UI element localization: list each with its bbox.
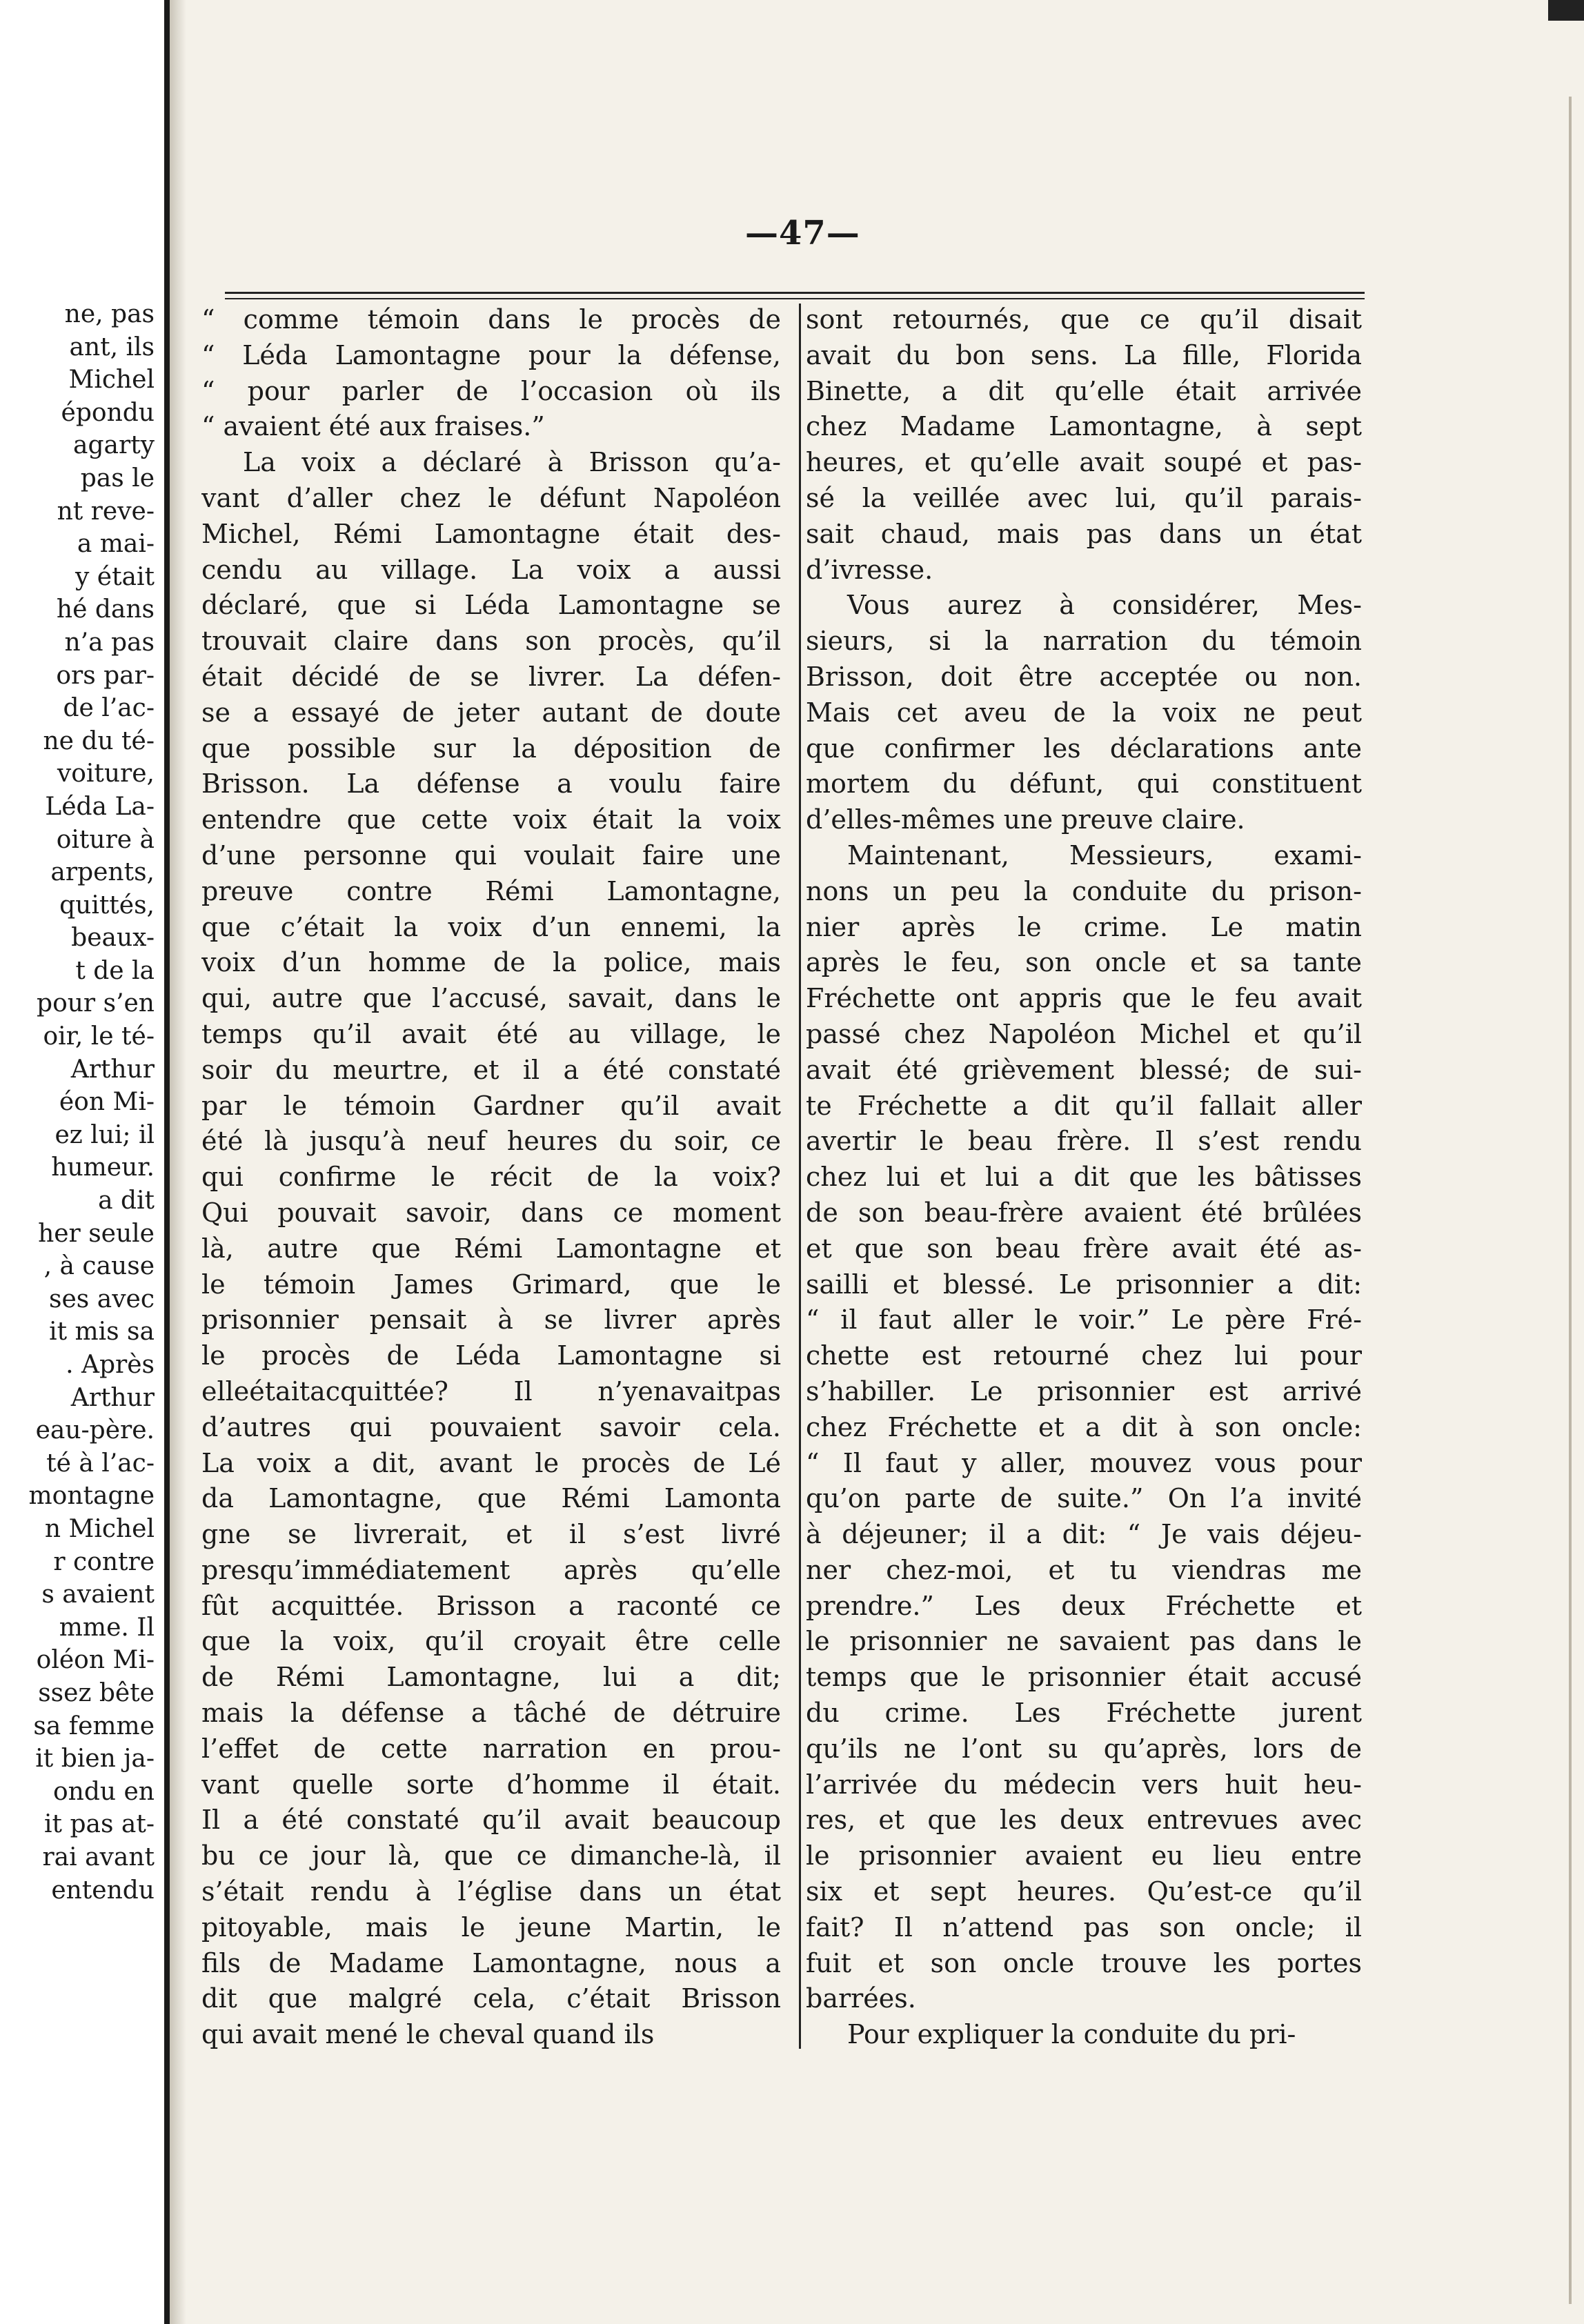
gutter-shadow — [170, 0, 186, 2324]
text-line: que la voix, qu’il croyait être celle — [201, 1626, 781, 1657]
text-line: Il a été constaté qu’il avait beaucoup — [201, 1805, 781, 1836]
previous-page-line: rai avant — [42, 1843, 155, 1871]
previous-page-line: eau-père. — [35, 1416, 155, 1445]
text-line: le procès de Léda Lamontagne si — [201, 1340, 781, 1371]
text-line: le prisonnier avaient eu lieu entre — [806, 1840, 1362, 1871]
previous-page-line: ondu en — [52, 1777, 155, 1806]
text-line: là, autre que Rémi Lamontagne et — [201, 1233, 781, 1264]
right-text-column — [806, 302, 1362, 2053]
previous-page-line: a dit — [98, 1186, 155, 1215]
previous-page-line: ne, pas — [64, 300, 155, 328]
text-line: l’arrivée du médecin vers huit heu- — [806, 1769, 1362, 1800]
text-line: d’ivresse. — [806, 554, 933, 585]
previous-page-line: voiture, — [57, 759, 155, 788]
previous-page-line: a mai- — [77, 530, 155, 559]
text-line: barrées. — [806, 1983, 916, 2014]
text-line: Brisson, doit être acceptée ou non. — [806, 661, 1362, 692]
previous-page-line: Arthur — [70, 1383, 155, 1412]
previous-page-line: éon Mi- — [59, 1088, 155, 1117]
text-line: chez Madame Lamontagne, à sept — [806, 411, 1362, 442]
column-divider — [799, 304, 801, 2049]
text-line: d’autres qui pouvaient savoir cela. — [201, 1411, 781, 1442]
text-line: s’était rendu à l’église dans un état — [201, 1876, 781, 1907]
text-line: déclaré, que si Léda Lamontagne se — [201, 590, 781, 621]
header-rule-thin — [225, 298, 1365, 299]
text-line: sait chaud, mais pas dans un état — [806, 518, 1362, 549]
text-line: d’elles-mêmes une preuve claire. — [806, 804, 1245, 835]
text-line: ner chez-moi, et tu viendras me — [806, 1554, 1362, 1585]
text-line: “ avaient été aux fraises.” — [201, 411, 545, 442]
previous-page-line: humeur. — [51, 1153, 155, 1182]
text-line: l’effet de cette narration en prou- — [201, 1733, 781, 1764]
previous-page-line: agarty — [73, 431, 155, 460]
binding-gutter — [164, 0, 170, 2324]
text-line: soir du meurtre, et il a été constaté — [201, 1054, 781, 1085]
previous-page-line: Michel — [68, 366, 155, 395]
text-line: chez Fréchette et a dit à son oncle: — [806, 1411, 1362, 1442]
text-line: voix d’un homme de la police, mais — [201, 947, 781, 978]
previous-page-line: ne du té- — [43, 726, 155, 755]
text-line: da Lamontagne, que Rémi Lamonta — [201, 1483, 781, 1514]
text-line: sont retournés, que ce qu’il disait — [806, 304, 1362, 335]
text-line: Binette, a dit qu’elle était arrivée — [806, 375, 1362, 406]
previous-page-line: ors par- — [56, 661, 155, 690]
text-line: fuit et son oncle trouve les portes — [806, 1947, 1362, 1978]
text-line: que confirmer les déclarations ante — [806, 733, 1362, 764]
previous-page-line: mme. Il — [59, 1613, 155, 1642]
text-line: “ Il faut y aller, mouvez vous pour — [806, 1447, 1362, 1478]
text-line: fils de Madame Lamontagne, nous a — [201, 1947, 781, 1978]
previous-page-line: ez lui; il — [55, 1120, 155, 1149]
previous-page-line: montagne — [28, 1482, 155, 1511]
text-line: La voix a déclaré à Brisson qu’a- — [243, 447, 781, 478]
text-line: Maintenant, Messieurs, exami- — [847, 840, 1362, 871]
previous-page-line: , à cause — [43, 1252, 155, 1281]
text-line: res, et que les deux entrevues avec — [806, 1805, 1362, 1836]
text-line: sé la veillée avec lui, qu’il parais- — [806, 482, 1362, 513]
previous-page-line: épondu — [61, 398, 155, 427]
text-line: six et sept heures. Qu’est-ce qu’il — [806, 1876, 1362, 1907]
text-line: presqu’immédiatement après qu’elle — [201, 1554, 781, 1585]
text-line: le témoin James Grimard, que le — [201, 1269, 781, 1300]
text-line: mortem du défunt, qui constituent — [806, 768, 1362, 800]
text-line: avait été grièvement blessé; de sui- — [806, 1054, 1362, 1085]
text-line: chette est retourné chez lui pour — [806, 1340, 1362, 1371]
previous-page-edge — [0, 0, 164, 2324]
previous-page-line: s avaient — [41, 1580, 155, 1609]
text-line: de son beau-frère avaient été brûlées — [806, 1197, 1362, 1228]
previous-page-line: pas le — [80, 464, 155, 493]
text-line: vant quelle sorte d’homme il était. — [201, 1769, 781, 1800]
previous-page-text — [0, 298, 155, 1907]
page-edge-line — [1569, 97, 1572, 2304]
text-line: elleétaitacquittée? Il n’yenavaitpas — [201, 1375, 781, 1407]
text-line: sailli et blessé. Le prisonnier a dit: — [806, 1269, 1362, 1300]
text-line: dit que malgré cela, c’était Brisson — [201, 1983, 781, 2014]
text-line: trouvait claire dans son procès, qu’il — [201, 626, 781, 657]
text-line: Vous aurez à considérer, Mes- — [847, 590, 1362, 621]
text-line: du crime. Les Fréchette jurent — [806, 1698, 1362, 1729]
previous-page-line: de l’ac- — [63, 694, 155, 723]
text-line: se a essayé de jeter autant de doute — [201, 697, 781, 728]
text-line: “ Léda Lamontagne pour la défense, — [201, 339, 781, 370]
previous-page-line: ssez bête — [38, 1678, 155, 1707]
text-line: que possible sur la déposition de — [201, 733, 781, 764]
text-line: temps que le prisonnier était accusé — [806, 1662, 1362, 1693]
text-line: entendre que cette voix était la voix — [201, 804, 781, 835]
text-line: “ pour parler de l’occasion où ils — [201, 375, 781, 406]
previous-page-line: oir, le té- — [43, 1022, 155, 1051]
text-line: mais la défense a tâché de détruire — [201, 1698, 781, 1729]
text-line: Qui pouvait savoir, dans ce moment — [201, 1197, 781, 1228]
text-line: temps qu’il avait été au village, le — [201, 1018, 781, 1049]
previous-page-line: quittés, — [59, 891, 155, 920]
text-line: pitoyable, mais le jeune Martin, le — [201, 1911, 781, 1943]
text-line: d’une personne qui voulait faire une — [201, 840, 781, 871]
text-line: était décidé de se livrer. La défen- — [201, 661, 781, 692]
text-line: cendu au village. La voix a aussi — [201, 554, 781, 585]
text-line: “ comme témoin dans le procès de — [201, 304, 781, 335]
text-line: avertir le beau frère. Il s’est rendu — [806, 1126, 1362, 1157]
text-line: bu ce jour là, que ce dimanche-là, il — [201, 1840, 781, 1871]
text-line: Fréchette ont appris que le feu avait — [806, 983, 1362, 1014]
text-line: nier après le crime. Le matin — [806, 911, 1362, 942]
text-line: La voix a dit, avant le procès de Lé — [201, 1447, 781, 1478]
header-rule — [225, 292, 1365, 294]
text-line: te Fréchette a dit qu’il fallait aller — [806, 1090, 1362, 1121]
previous-page-line: sa femme — [33, 1711, 155, 1740]
text-line: s’habiller. Le prisonnier est arrivé — [806, 1375, 1362, 1407]
previous-page-line: her seule — [38, 1219, 155, 1248]
text-line: qui confirme le récit de la voix? — [201, 1162, 781, 1193]
previous-page-line: nt reve- — [57, 497, 155, 526]
text-line: prendre.” Les deux Fréchette et — [806, 1590, 1362, 1621]
text-line: “ il faut aller le voir.” Le père Fré- — [806, 1304, 1362, 1335]
previous-page-line: arpents, — [50, 858, 155, 887]
previous-page-line: r contre — [53, 1547, 155, 1576]
text-line: Mais cet aveu de la voix ne peut — [806, 697, 1362, 728]
previous-page-line: t de la — [75, 956, 155, 985]
previous-page-line: entendu — [51, 1876, 155, 1905]
previous-page-line: it mis sa — [49, 1318, 155, 1347]
text-line: sieurs, si la narration du témoin — [806, 626, 1362, 657]
text-line: nons un peu la conduite du prison- — [806, 875, 1362, 906]
previous-page-line: y était — [75, 562, 155, 591]
text-line: été là jusqu’à neuf heures du soir, ce — [201, 1126, 781, 1157]
previous-page-line: hé dans — [56, 595, 155, 624]
previous-page-line: n’a pas — [64, 628, 155, 657]
previous-page-line: té à l’ac- — [46, 1449, 155, 1478]
corner-mark — [1548, 0, 1584, 21]
text-line: et que son beau frère avait été as- — [806, 1233, 1362, 1264]
text-line: après le feu, son oncle et sa tante — [806, 947, 1362, 978]
text-line: Pour expliquer la conduite du pri- — [847, 2019, 1296, 2050]
text-line: de Rémi Lamontagne, lui a dit; — [201, 1662, 781, 1693]
text-line: qu’on parte de suite.” On l’a invité — [806, 1483, 1362, 1514]
text-line: vant d’aller chez le défunt Napoléon — [201, 482, 781, 513]
previous-page-line: ses avec — [49, 1284, 155, 1313]
text-line: prisonnier pensait à se livrer après — [201, 1304, 781, 1335]
previous-page-line: oléon Mi- — [36, 1646, 155, 1675]
text-line: gne se livrerait, et il s’est livré — [201, 1519, 781, 1550]
text-line: fait? Il n’attend pas son oncle; il — [806, 1911, 1362, 1943]
text-line: par le témoin Gardner qu’il avait — [201, 1090, 781, 1121]
text-line: Brisson. La défense a voulu faire — [201, 768, 781, 800]
text-line: fût acquittée. Brisson a raconté ce — [201, 1590, 781, 1621]
text-line: chez lui et lui a dit que les bâtisses — [806, 1162, 1362, 1193]
text-line: qui, autre que l’accusé, savait, dans le — [201, 983, 781, 1014]
text-line: qui avait mené le cheval quand ils — [201, 2019, 655, 2050]
previous-page-line: beaux- — [71, 924, 155, 953]
previous-page-line: . Après — [66, 1351, 155, 1379]
text-line: qu’ils ne l’ont su qu’après, lors de — [806, 1733, 1362, 1764]
text-line: heures, et qu’elle avait soupé et pas- — [806, 447, 1362, 478]
previous-page-line: it pas at- — [44, 1810, 155, 1839]
previous-page-line: ant, ils — [69, 332, 155, 361]
previous-page-line: n Michel — [44, 1514, 155, 1543]
previous-page-line: Arthur — [70, 1055, 155, 1084]
text-line: le prisonnier ne savaient pas dans le — [806, 1626, 1362, 1657]
previous-page-line: pour s’en — [37, 989, 155, 1018]
text-line: à déjeuner; il a dit: “ Je vais déjeu- — [806, 1519, 1362, 1550]
text-line: Michel, Rémi Lamontagne était des- — [201, 518, 781, 549]
left-text-column — [201, 302, 781, 2053]
previous-page-line: Léda La- — [45, 792, 155, 821]
previous-page-line: oiture à — [56, 825, 155, 854]
page-number: —47— — [745, 214, 860, 252]
previous-page-line: it bien ja- — [35, 1745, 155, 1774]
text-line: passé chez Napoléon Michel et qu’il — [806, 1018, 1362, 1049]
text-line: preuve contre Rémi Lamontagne, — [201, 875, 781, 906]
text-line: que c’était la voix d’un ennemi, la — [201, 911, 781, 942]
text-line: avait du bon sens. La fille, Florida — [806, 339, 1362, 370]
